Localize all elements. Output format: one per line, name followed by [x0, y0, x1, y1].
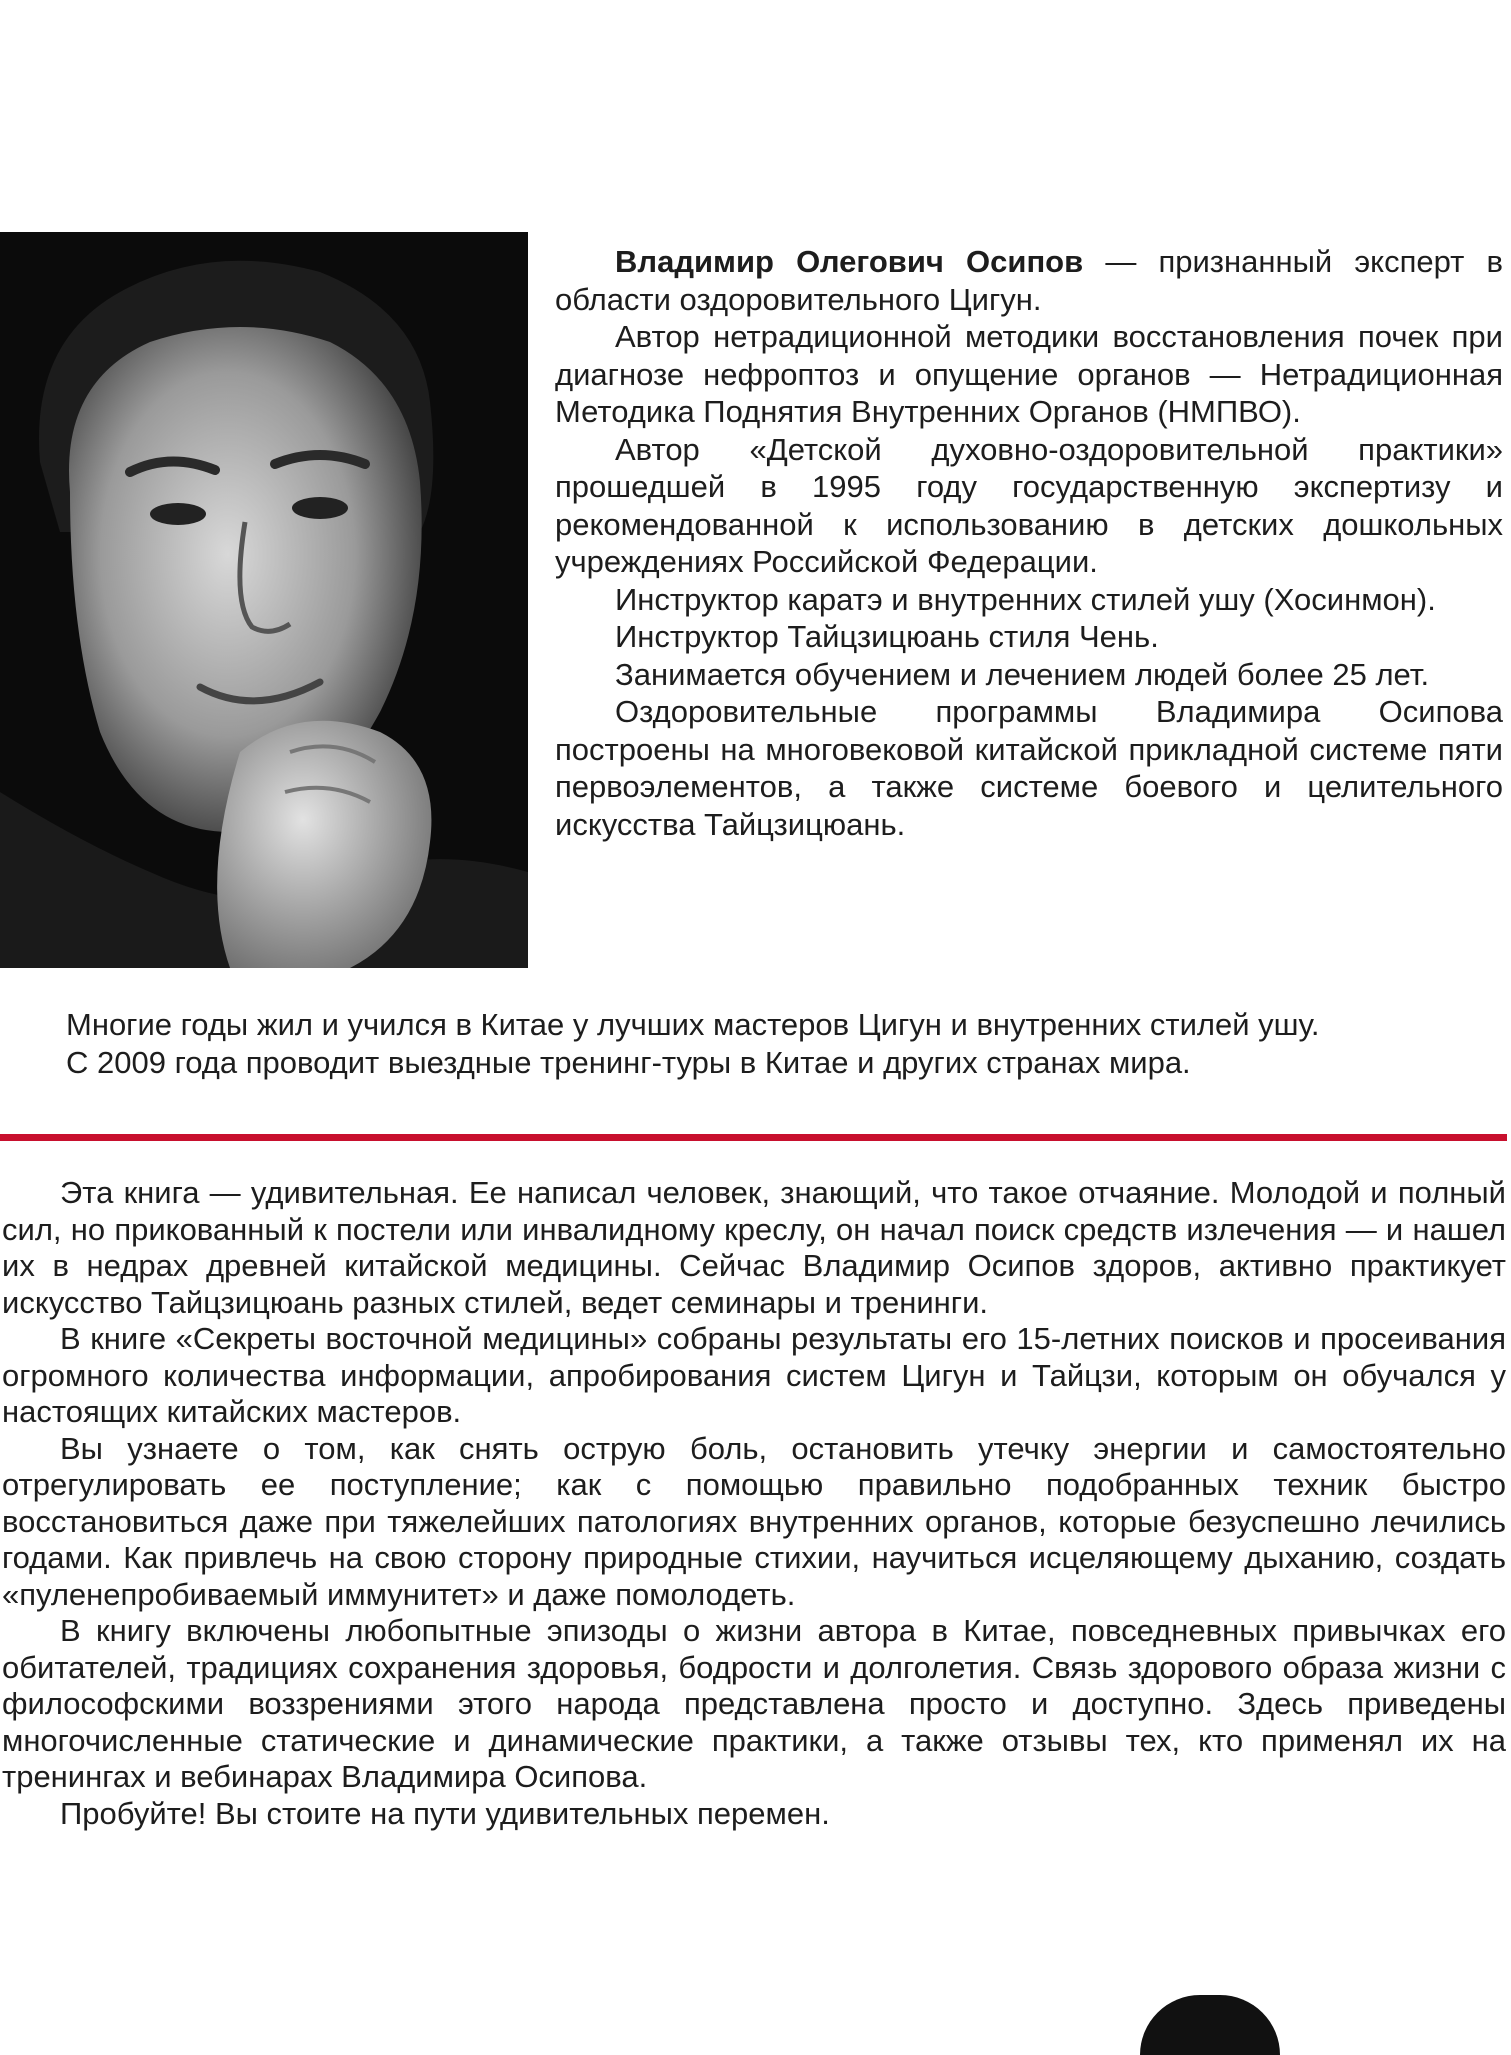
- description-paragraph: Пробуйте! Вы стоите на пути удивительных перемен.: [60, 1795, 830, 1831]
- author-intro-text: — признанный эксперт в области оздоровительного Цигун.: [555, 244, 1503, 317]
- bio-paragraph: Автор нетрадиционной методики восстановления почек при диагнозе нефроптоз и опущение органов — Нетрадиционная Методика Поднятия Внутренних Органов (НМПВО).: [555, 319, 1503, 429]
- description-paragraph: Вы узнаете о том, как снять острую боль, остановить утечку энергии и самостоятельно отрегулировать ее поступление; как с помощью правильно подобранных техник быстро восстановиться даже при тяжелейших патологиях внутренних органов, которые безуспешно лечились годами. Как привлечь на свою сторону природные стихии, научиться исцеляющему дыханию, создать «пуленепробиваемый иммунитет» и даже помолодеть.: [2, 1430, 1506, 1612]
- description-paragraph: В книгу включены любопытные эпизоды о жизни автора в Китае, повседневных привычках его обитателей, традициях сохранения здоровья, бодрости и долголетия. Связь здорового образа жизни с философскими воззрениями этого народа представлена просто и доступно. Здесь приведены многочисленные статические и динамические практики, а также отзывы тех, кто применял их на тренингах и вебинарах Владимира Осипова.: [2, 1613, 1506, 1794]
- description-paragraph: В книге «Секреты восточной медицины» собраны результаты его 15-летних поисков и просеивания огромного количества информации, апробирования систем Цигун и Тайцзи, которым он обучался у настоящих китайских мастеров.: [2, 1321, 1506, 1429]
- author-name: Владимир Олегович Осипов: [615, 244, 1084, 279]
- bio-paragraph: Автор «Детской духовно-оздоровительной практики» прошедшей в 1995 году государственную экспертизу и рекомендованной к использованию в детских дошкольных учреждениях Российской Федерации.: [555, 431, 1503, 579]
- bio-wide-line: Многие годы жил и учился в Китае у лучших мастеров Цигун и внутренних стилей ушу.: [66, 1007, 1320, 1042]
- bio-paragraph: Занимается обучением и лечением людей более 25 лет.: [615, 656, 1430, 692]
- author-intro: [555, 243, 1503, 318]
- author-bio: [555, 243, 1503, 843]
- author-bio-continued: [66, 1006, 1506, 1081]
- bio-paragraph: Оздоровительные программы Владимира Осипова построены на многовековой китайской прикладной системе пяти первоэлементов, а также системе боевого и целительного искусства Тайцзицюань.: [555, 694, 1503, 842]
- decorative-corner-shape: [1140, 1995, 1280, 2055]
- author-photo: [0, 232, 528, 968]
- bio-paragraph: Инструктор Тайцзицюань стиля Чень.: [615, 619, 1159, 654]
- bio-paragraph: Инструктор каратэ и внутренних стилей ушу (Хосинмон).: [615, 581, 1436, 617]
- author-portrait-illustration: [0, 232, 528, 968]
- book-description: [2, 1175, 1506, 1832]
- description-paragraph: Эта книга — удивительная. Ее написал человек, знающий, что такое отчаяние. Молодой и полный сил, но прикованный к постели или инвалидному креслу, он начал поиск средств излечения — и нашел их в недрах древней китайской медицины. Сейчас Владимир Осипов здоров, активно практикует искусство Тайцзицюань разных стилей, ведет семинары и тренинги.: [2, 1175, 1506, 1320]
- red-divider: [0, 1134, 1507, 1141]
- bio-wide-line: С 2009 года проводит выездные тренинг-туры в Китае и других странах мира.: [66, 1044, 1191, 1080]
